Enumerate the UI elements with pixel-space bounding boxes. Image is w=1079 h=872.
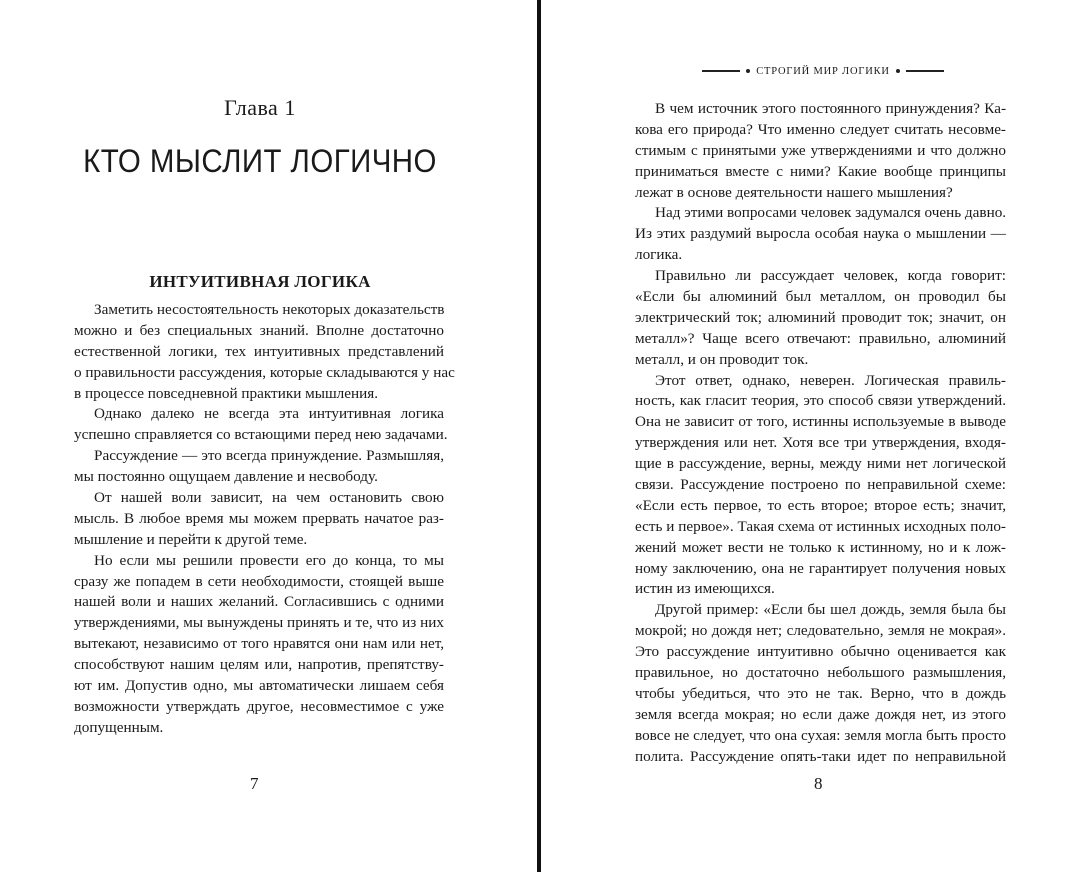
text-line: Над этими вопросами человек задумался очень давно. [655, 204, 1007, 222]
text-line: полита. Рассуждение опять-таки идет по неправильной [635, 747, 1006, 765]
text-line: сразу же попадем в сети необходимости, стоящей выше [74, 572, 444, 590]
text-line: в процессе повседневной практики мышления. [74, 384, 378, 402]
page-number: 7 [250, 774, 259, 793]
text-line: мысль. В любое время мы можем прервать начатое раз- [74, 509, 444, 527]
text-line: кова его природа? Что именно следует считать несовме- [635, 120, 1006, 138]
text-line: лежат в основе деятельности нашего мышления? [635, 183, 953, 201]
text-line: утверждения или нет. Хотя все три утверждения, входя- [635, 434, 1006, 452]
chapter-title: КТО МЫСЛИТ ЛОГИЧНО [83, 143, 437, 179]
left-page [0, 0, 538, 872]
right-page [542, 0, 1079, 872]
text-line: нашей воли и наших желаний. Согласившись с одними [74, 593, 444, 611]
text-line: Из этих раздумий выросла особая наука о мышлении — [635, 225, 1006, 243]
text-line: связи. Рассуждение построено по неправильной схеме: [635, 476, 1006, 494]
text-line: есть и первое». Такая схема от истинных исходных поло- [635, 517, 1006, 535]
page-number: 8 [814, 774, 823, 793]
left-body-text [74, 300, 455, 739]
text-line: «Если бы алюминий был металлом, он проводил бы [635, 288, 1006, 306]
text-line: Этот ответ, однако, неверен. Логическая правиль- [655, 371, 1006, 389]
text-line: допущенным. [74, 718, 164, 736]
text-line: чтобы убедиться, что это не так. Верно, что в дождь [635, 684, 1006, 702]
text-line: мышление и перейти к другой теме. [74, 530, 308, 548]
text-line: Правильно ли рассуждает человек, когда говорит: [655, 267, 1006, 285]
text-line: мы постоянно ощущаем давление и несвободу. [74, 468, 378, 486]
text-line: В чем источник этого постоянного принуждения? Ка- [655, 100, 1006, 117]
text-line: электрический ток; алюминий проводит ток; значит, он [635, 308, 1006, 326]
ornament-dot [896, 69, 900, 73]
text-line: приниматься вместе с ними? Какие вообще принципы [635, 162, 1006, 180]
text-line: Это рассуждение интуитивно обычно оценивается как [635, 643, 1006, 661]
text-line: естественной логики, тех интуитивных представлений [74, 342, 444, 360]
text-line: ют им. Допустив одно, мы автоматически лишаем себя [74, 677, 444, 695]
ornament-line [702, 70, 740, 72]
text-line: металл»? Чаще всего отвечают: правильно, алюминий [635, 329, 1006, 347]
text-line: способствуют нашим целям или, напротив, препятству- [74, 656, 444, 674]
text-line: Заметить несостоятельность некоторых доказательств [94, 301, 445, 318]
running-head-title: СТРОГИЙ МИР ЛОГИКИ [756, 65, 890, 77]
text-line: мокрой; но дождя нет; следовательно, земля не мокрая». [635, 622, 1006, 640]
ornament-dot [746, 69, 750, 73]
text-line: земля всегда мокрая; но если даже дождя нет, из этого [635, 705, 1006, 723]
section-title: ИНТУИТИВНАЯ ЛОГИКА [149, 272, 371, 291]
text-line: жений может вести не только к истинному, но и к лож- [635, 538, 1006, 556]
text-line: вовсе не следует, что она сухая: земля могла быть просто [635, 726, 1006, 744]
text-line: «Если есть первое, то есть второе; второе есть; значит, [635, 496, 1006, 514]
text-line: металл, и он проводит ток. [635, 350, 809, 368]
chapter-label: Глава 1 [224, 95, 296, 120]
text-line: возможности утверждать другое, несовместимое с уже [74, 697, 444, 715]
text-line: можно и без специальных знаний. Вполне достаточно [74, 321, 444, 339]
text-line: Рассуждение — это всегда принуждение. Размышляя, [94, 447, 444, 465]
text-line: Но если мы решили провести его до конца, то мы [94, 551, 444, 569]
text-line: щие в рассуждение, верны, между ними нет логической [635, 455, 1006, 473]
text-line: успешно справляется со встающими перед нею задачами. [74, 426, 448, 444]
text-line: правильное, но достаточно небольшого размышления, [635, 664, 1006, 682]
text-line: Другой пример: «Если бы шел дождь, земля была бы [655, 601, 1006, 619]
ornament-line [906, 70, 944, 72]
text-line: Она не зависит от того, истинны используемые в выводе [635, 413, 1006, 431]
text-line: Однако далеко не всегда эта интуитивная логика [94, 405, 444, 423]
text-line: ному заключению, она не гарантирует получения новых [635, 559, 1006, 577]
text-line: утверждениями, мы вынуждены принять и те, что из них [74, 614, 444, 632]
text-line: От нашей воли зависит, на чем остановить свою [94, 489, 444, 507]
text-line: логика. [635, 246, 683, 264]
text-line: вытекают, независимо от того нравятся они нам или нет, [74, 635, 444, 653]
running-head [697, 63, 949, 79]
text-line: истин из имеющихся. [635, 580, 775, 598]
book-spine-divider [537, 0, 541, 872]
right-body-text [635, 99, 1006, 768]
text-line: стимым с принятыми уже утверждениями и что должно [635, 141, 1006, 159]
text-line: ность, как гласит теория, это способ связи утверждений. [635, 392, 1006, 410]
text-line: о правильности рассуждения, которые складываются у нас [74, 363, 455, 381]
